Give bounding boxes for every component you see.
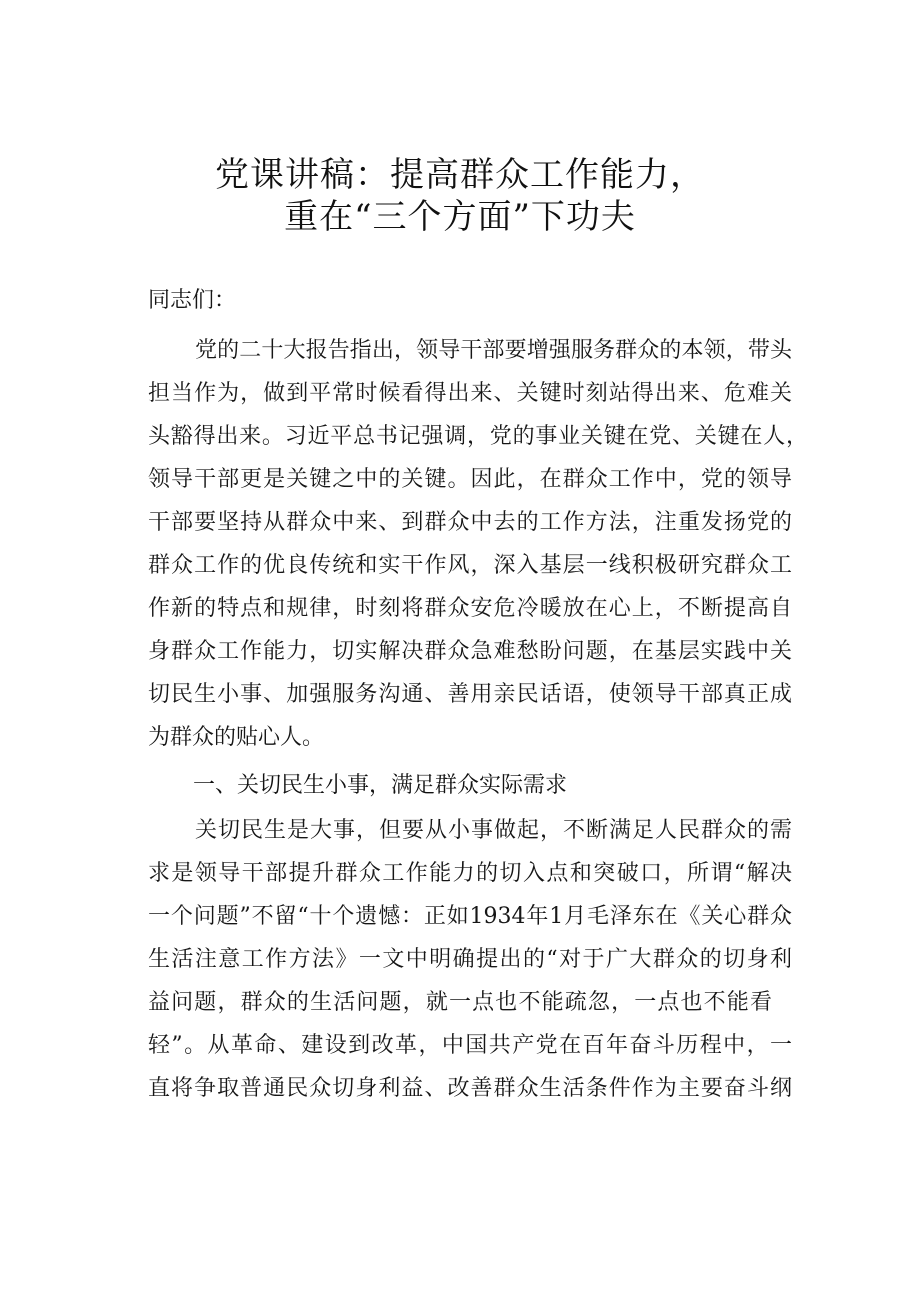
paragraph-line: 作新的特点和规律，时刻将群众安危冷暖放在心上，不断提高自 bbox=[148, 596, 792, 621]
paragraph-line: 领导干部更是关键之中的关键。因此，在群众工作中，党的领导 bbox=[148, 467, 792, 492]
paragraph-line: 生活注意工作方法》一文中明确提出的“对于广大群众的切身利 bbox=[148, 947, 792, 972]
paragraph-line: 轻”。从革命、建设到改革，中国共产党在百年奋斗历程中，一 bbox=[148, 1033, 792, 1058]
paragraph-line: 求是领导干部提升群众工作能力的切入点和突破口，所谓“解决 bbox=[148, 861, 792, 886]
paragraph-line: 党的二十大报告指出，领导干部要增强服务群众的本领，带头 bbox=[195, 338, 792, 363]
paragraph-line: 直将争取普通民众切身利益、改善群众生活条件作为主要奋斗纲 bbox=[148, 1076, 792, 1101]
paragraph-line: 关切民生是大事，但要从小事做起，不断满足人民群众的需 bbox=[195, 818, 792, 843]
section-heading: 一、关切民生小事，满足群众实际需求 bbox=[193, 773, 568, 798]
paragraph-line: 益问题，群众的生活问题，就一点也不能疏忽，一点也不能看 bbox=[148, 990, 772, 1015]
salutation: 同志们： bbox=[148, 288, 237, 313]
paragraph-line: 一个问题”不留“十个遗憾：正如1934年1月毛泽东在《关心群众 bbox=[148, 904, 792, 929]
paragraph-line: 身群众工作能力，切实解决群众急难愁盼问题，在基层实践中关 bbox=[148, 639, 792, 664]
document-title-line-1: 党课讲稿：提高群众工作能力， bbox=[215, 155, 705, 195]
paragraph-line: 担当作为，做到平常时候看得出来、关键时刻站得出来、危难关 bbox=[148, 381, 792, 406]
paragraph-line: 切民生小事、加强服务沟通、善用亲民话语，使领导干部真正成 bbox=[148, 682, 792, 707]
paragraph-line: 群众工作的优良传统和实干作风，深入基层一线积极研究群众工 bbox=[148, 553, 792, 578]
paragraph-line: 头豁得出来。习近平总书记强调，党的事业关键在党、关键在人， bbox=[148, 424, 808, 449]
paragraph-line: 干部要坚持从群众中来、到群众中去的工作方法，注重发扬党的 bbox=[148, 510, 792, 535]
document-title-line-2: 重在“三个方面”下功夫 bbox=[284, 197, 636, 237]
paragraph-line: 为群众的贴心人。 bbox=[148, 725, 325, 750]
